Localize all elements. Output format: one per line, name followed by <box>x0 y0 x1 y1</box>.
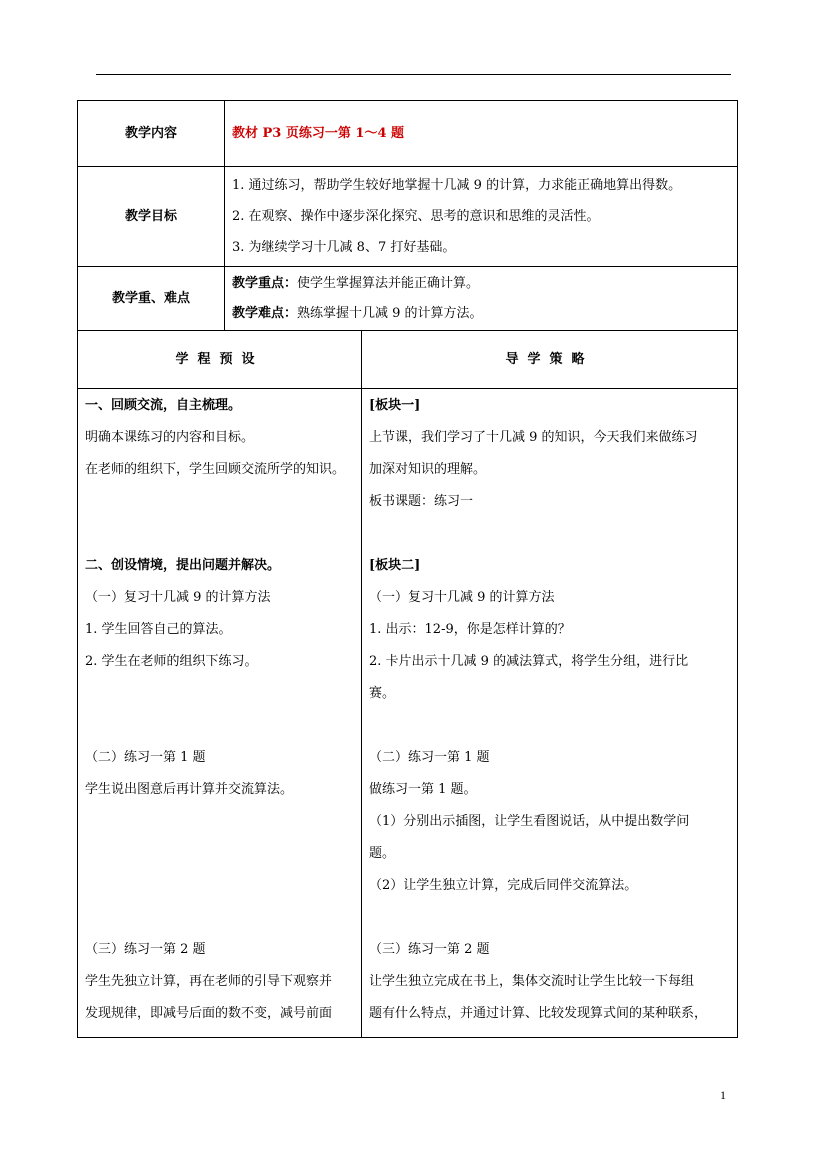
subsection-title: （二）练习一第 1 题 <box>85 750 206 765</box>
goal-item: 1. 通过练习，帮助学生较好地掌握十几减 9 的计算，力求能正确地算出得数。 <box>232 178 682 193</box>
text-line: 明确本课练习的内容和目标。 <box>85 430 255 445</box>
lesson-plan-table <box>77 100 738 1038</box>
content-row <box>78 101 738 167</box>
block-title: [板块一] <box>369 398 421 413</box>
text-line: 学生说出图意后再计算并交流算法。 <box>85 782 294 797</box>
key-point-label: 教学重点： <box>232 276 298 291</box>
key-point-text: 使学生掌握算法并能正确计算。 <box>297 276 480 291</box>
text-line: 赛。 <box>369 686 396 701</box>
text-line: 发现规律，即减号后面的数不变，减号前面 <box>85 1006 333 1021</box>
goals-row <box>78 167 738 267</box>
difficulty-text: 熟练掌握十几减 9 的计算方法。 <box>297 306 483 321</box>
text-line: 做练习一第 1 题。 <box>369 782 477 797</box>
section-title: 一、回顾交流，自主梳理。 <box>85 398 242 413</box>
difficulty-label: 教学难点： <box>232 306 298 321</box>
goal-item: 2. 在观察、操作中逐步深化探究、思考的意识和思维的灵活性。 <box>232 209 600 224</box>
text-line: 题有什么特点，并通过计算、比较发现算式间的某种联系， <box>369 1006 708 1021</box>
key-point <box>225 269 737 299</box>
subsection-title: （二）练习一第 1 题 <box>369 750 490 765</box>
subsection-title: （一）复习十几减 9 的计算方法 <box>369 590 555 605</box>
key-row <box>78 267 738 331</box>
goals-label: 教学目标 <box>78 167 225 267</box>
text-line: 学生先独立计算，再在老师的引导下观察并 <box>85 974 333 989</box>
subsection-title: （一）复习十几减 9 的计算方法 <box>85 590 271 605</box>
text-line: 1. 出示：12-9，你是怎样计算的？ <box>369 622 571 637</box>
process-row <box>78 389 738 1038</box>
text-line: （2）让学生独立计算，完成后同伴交流算法。 <box>369 878 638 893</box>
left-process-cell <box>78 389 362 1038</box>
page-number: 1 <box>720 1088 726 1102</box>
text-line: 板书课题：练习一 <box>369 494 474 509</box>
text-line: 题。 <box>369 846 396 861</box>
right-column-header: 导学策略 <box>362 331 738 389</box>
text-line: 让学生独立完成在书上，集体交流时让学生比较一下每组 <box>369 974 695 989</box>
block-title: [板块二] <box>369 558 421 573</box>
difficulty-point <box>225 299 737 329</box>
section-title: 二、创设情境，提出问题并解决。 <box>85 558 281 573</box>
goals-cell <box>225 167 738 267</box>
text-line: （1）分别出示插图，让学生看图说话，从中提出数学问 <box>369 814 690 829</box>
text-line: 2. 卡片出示十几减 9 的减法算式，将学生分组，进行比 <box>369 654 689 669</box>
goal-item: 3. 为继续学习十几减 8、7 打好基础。 <box>232 240 456 255</box>
text-line: 上节课，我们学习了十几减 9 的知识，今天我们来做练习 <box>369 430 698 445</box>
column-header-row <box>78 331 738 389</box>
text-line: 在老师的组织下，学生回顾交流所学的知识。 <box>85 462 346 477</box>
key-label: 教学重、难点 <box>78 267 225 331</box>
right-process-cell <box>362 389 738 1038</box>
left-column-header: 学程预设 <box>78 331 362 389</box>
content-value: 教材 P3 页练习一第 1～4 题 <box>225 101 738 167</box>
text-line: 1. 学生回答自己的算法。 <box>85 622 232 637</box>
key-cell <box>225 267 738 331</box>
text-line: 加深对知识的理解。 <box>369 462 487 477</box>
content-label: 教学内容 <box>78 101 225 167</box>
subsection-title: （三）练习一第 2 题 <box>85 942 206 957</box>
text-line: 2. 学生在老师的组织下练习。 <box>85 654 258 669</box>
subsection-title: （三）练习一第 2 题 <box>369 942 490 957</box>
header-rule <box>96 74 731 75</box>
